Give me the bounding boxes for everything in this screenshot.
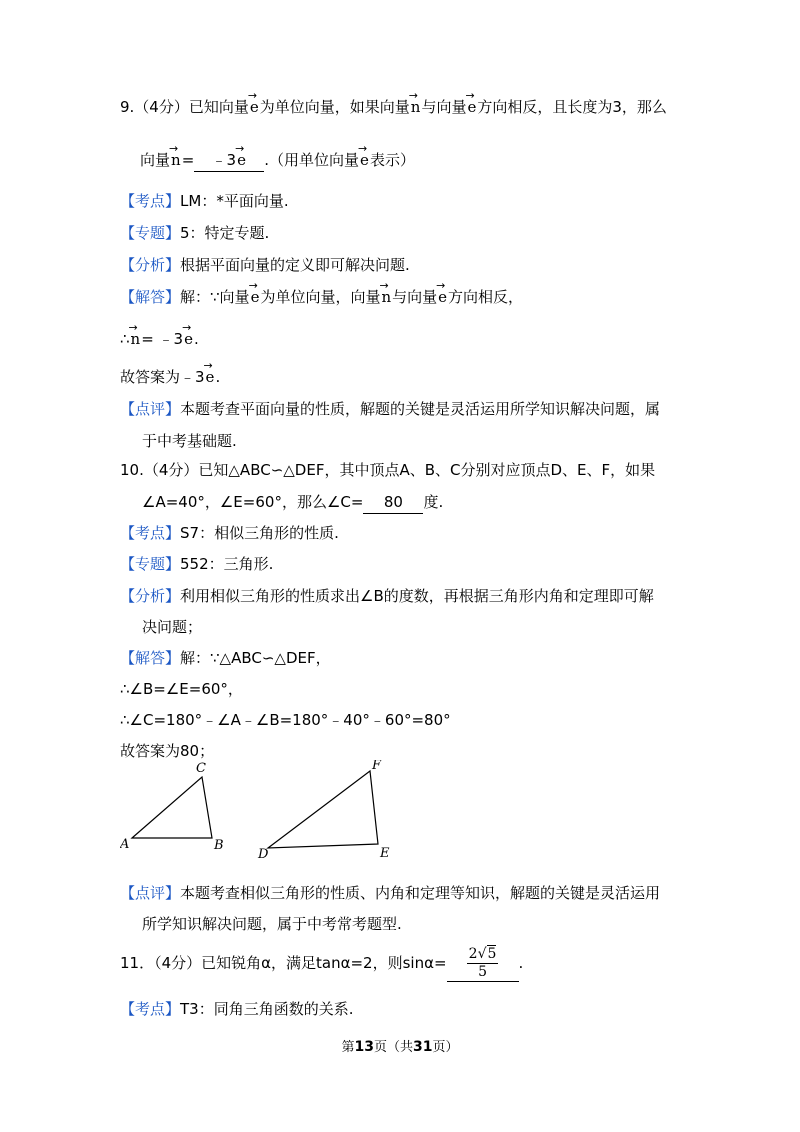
label-b: B [214, 838, 224, 853]
vector-e: → e [466, 96, 477, 118]
q10-dianping-cont: 所学知识解决问题，属于中考常考题型. [142, 915, 402, 933]
q10-jieda: 【解答】解：∵△ABC∽△DEF， [120, 649, 331, 667]
q11-answer-blank [447, 945, 519, 982]
vector-e: → e [249, 96, 260, 118]
q9-line1: 9.（4分）已知向量→ e为单位向量，如果向量→ n与向量→ e方向相反，且长度为3，那么 [120, 96, 667, 118]
q9-jieda: 【解答】解：∵向量→ e为单位向量，向量→ n与向量→ e方向相反， [120, 286, 523, 308]
label-a: A [120, 837, 130, 852]
q11-kaodian: 【考点】T3：同角三角函数的关系. [120, 1000, 354, 1018]
q10-answer: 故答案为80； [120, 742, 215, 760]
q11-answer-fraction: $\frac{2√5}{5}$ [468, 946, 497, 980]
q10-fenxi: 【分析】利用相似三角形的性质求出∠B的度数，再根据三角形内角和定理即可解 [120, 587, 654, 605]
q9-kaodian: 【考点】LM：*平面向量. [120, 192, 289, 210]
label-e: E [380, 846, 390, 861]
current-page: 13 [354, 1039, 374, 1055]
q9-dianping-cont: 于中考基础题. [142, 432, 237, 450]
label-d: D [258, 847, 269, 862]
q10-step2: ∴∠C=180°﹣∠A﹣∠B=180°﹣40°﹣60°=80° [120, 711, 451, 729]
q10-step1: ∴∠B=∠E=60°， [120, 680, 243, 698]
q10-zhuanti: 【专题】552：三角形. [120, 555, 274, 573]
total-pages: 31 [413, 1039, 433, 1055]
triangle-def [268, 771, 378, 848]
vector-n: → n [170, 149, 182, 171]
q9-zhuanti: 【专题】5：特定专题. [120, 224, 270, 242]
q10-line1: 10.（4分）已知△ABC∽△DEF，其中顶点A、B、C分别对应顶点D、E、F，如果 [120, 461, 656, 479]
vector-n: → n [410, 96, 422, 118]
label-f: F [372, 760, 382, 773]
q11-line1: 11．（4分）已知锐角α，满足tanα=2，则sinα= $\frac{2√5}{5}$ . [120, 946, 524, 980]
q10-line2: ∠A=40°，∠E=60°，那么∠C= 80 度. [142, 491, 443, 514]
q10-fenxi-cont: 决问题； [142, 618, 203, 636]
q10-answer-blank: 80 [363, 491, 423, 514]
triangle-abc [132, 777, 212, 838]
q10-dianping: 【点评】本题考查相似三角形的性质、内角和定理等知识，解题的关键是灵活运用 [120, 884, 661, 902]
q9-answer-blank: ﹣3→ e [194, 149, 264, 172]
q9-dianping: 【点评】本题考查平面向量的性质，解题的关键是灵活运用所学知识解决问题，属 [120, 400, 661, 418]
label-c: C [196, 761, 206, 776]
q9-therefore: ∴→ n= ﹣3→ e. [120, 328, 199, 350]
q9-fenxi: 【分析】根据平面向量的定义即可解决问题. [120, 256, 410, 274]
q9-answer: 故答案为﹣3→ e. [120, 366, 220, 388]
page-footer: 第13页（共31页） [341, 1039, 459, 1055]
similar-triangles-figure [120, 760, 410, 870]
q10-kaodian: 【考点】S7：相似三角形的性质. [120, 524, 339, 542]
q9-line2: 向量→ n= ﹣3→ e .（用单位向量→ e表示） [140, 149, 415, 172]
